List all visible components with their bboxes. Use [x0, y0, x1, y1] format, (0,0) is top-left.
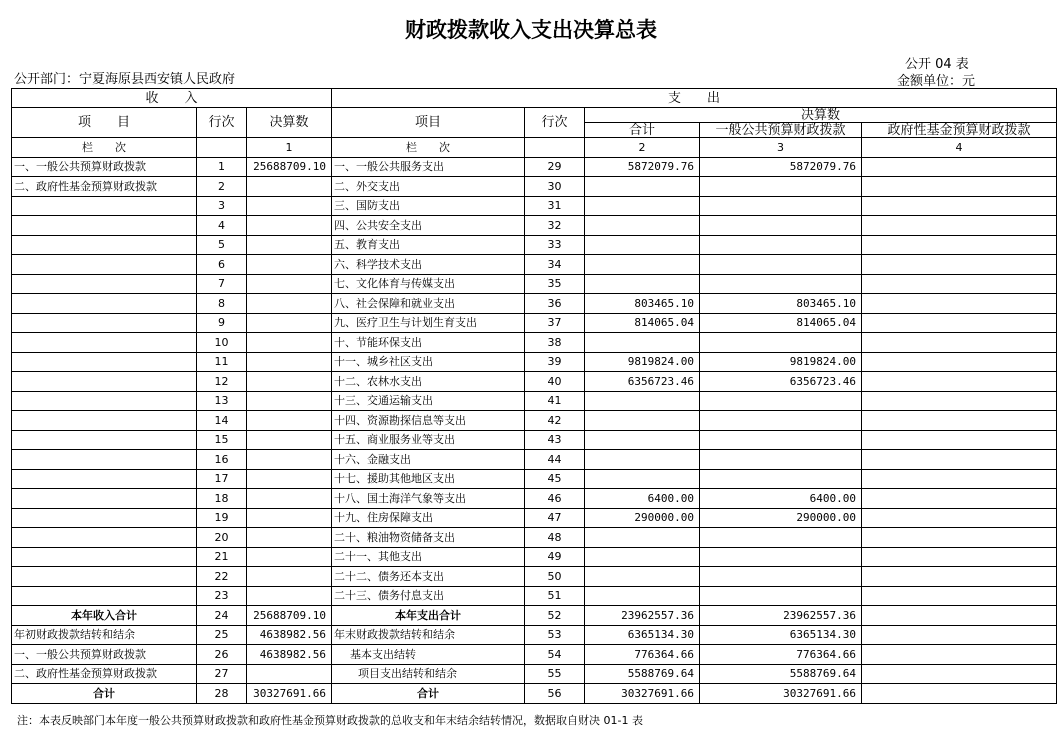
general-budget-cell: [700, 411, 862, 431]
income-amount-cell: 25688709.10: [247, 606, 332, 626]
expense-item-cell: 九、医疗卫生与计划生育支出: [332, 313, 525, 333]
income-amount-cell: 4638982.56: [247, 645, 332, 665]
col-seq-label: 栏 次: [12, 138, 197, 158]
expense-item-cell: 五、教育支出: [332, 235, 525, 255]
total-amount-cell: [585, 196, 700, 216]
expense-item-cell: 七、文化体育与传媒支出: [332, 274, 525, 294]
income-item-cell: [12, 313, 197, 333]
expense-line-no-cell: 34: [525, 255, 585, 275]
expense-item-cell: 二十二、债务还本支出: [332, 567, 525, 587]
total-amount-cell: 6365134.30: [585, 625, 700, 645]
total-amount-cell: [585, 450, 700, 470]
income-item-cell: [12, 489, 197, 509]
income-item-cell: [12, 274, 197, 294]
expense-line-no-cell: 50: [525, 567, 585, 587]
expense-item-cell: 十六、金融支出: [332, 450, 525, 470]
income-line-no-cell: 16: [197, 450, 247, 470]
income-line-no-cell: 21: [197, 547, 247, 567]
gov-fund-cell: [862, 216, 1057, 236]
expense-item-cell: 二、外交支出: [332, 177, 525, 197]
income-item-cell: [12, 372, 197, 392]
general-budget-cell: 6356723.46: [700, 372, 862, 392]
expense-item-cell: 十七、援助其他地区支出: [332, 469, 525, 489]
col-seq-1: 1: [247, 138, 332, 158]
income-line-no-cell: 10: [197, 333, 247, 353]
expense-line-no-cell: 30: [525, 177, 585, 197]
general-budget-cell: [700, 547, 862, 567]
gov-fund-cell: [862, 411, 1057, 431]
expense-line-no-cell: 37: [525, 313, 585, 333]
total-amount-cell: [585, 567, 700, 587]
income-amount-cell: [247, 528, 332, 548]
income-amount-cell: [247, 664, 332, 684]
unit-label: 金额单位：元: [897, 74, 976, 89]
total-amount-cell: [585, 255, 700, 275]
income-line-no-cell: 15: [197, 430, 247, 450]
expense-item-cell: 项目支出结转和结余: [332, 664, 525, 684]
expense-line-no-cell: 44: [525, 450, 585, 470]
income-amount-cell: [247, 411, 332, 431]
income-item-cell: [12, 411, 197, 431]
total-amount-cell: [585, 177, 700, 197]
income-amount-cell: [247, 469, 332, 489]
expense-item-cell: 十九、住房保障支出: [332, 508, 525, 528]
income-item-cell: [12, 547, 197, 567]
general-budget-cell: 814065.04: [700, 313, 862, 333]
expense-line-no-cell: 47: [525, 508, 585, 528]
income-amount-cell: [247, 450, 332, 470]
general-budget-cell: 9819824.00: [700, 352, 862, 372]
gov-fund-cell: [862, 196, 1057, 216]
general-budget-header: 一般公共预算财政拨款: [700, 123, 862, 138]
total-amount-cell: 9819824.00: [585, 352, 700, 372]
income-line-no-cell: 7: [197, 274, 247, 294]
expense-line-no-header: 行次: [525, 108, 585, 138]
gov-fund-cell: [862, 177, 1057, 197]
expense-line-no-cell: 32: [525, 216, 585, 236]
expense-line-no-cell: 40: [525, 372, 585, 392]
income-line-no-header: 行次: [197, 108, 247, 138]
gov-fund-cell: [862, 489, 1057, 509]
income-item-header: 项 目: [12, 108, 197, 138]
expense-line-no-cell: 46: [525, 489, 585, 509]
general-budget-cell: 803465.10: [700, 294, 862, 314]
income-line-no-cell: 19: [197, 508, 247, 528]
income-amount-cell: [247, 489, 332, 509]
total-amount-cell: 803465.10: [585, 294, 700, 314]
general-budget-cell: 23962557.36: [700, 606, 862, 626]
col-seq-label-2: 栏 次: [332, 138, 525, 158]
expense-line-no-cell: 33: [525, 235, 585, 255]
gov-fund-cell: [862, 333, 1057, 353]
total-amount-cell: [585, 274, 700, 294]
expense-line-no-cell: 56: [525, 684, 585, 704]
income-amount-cell: [247, 274, 332, 294]
income-item-cell: 一、一般公共预算财政拨款: [12, 157, 197, 177]
income-line-no-cell: 13: [197, 391, 247, 411]
income-item-cell: [12, 586, 197, 606]
expense-line-no-cell: 52: [525, 606, 585, 626]
expense-item-cell: 十、节能环保支出: [332, 333, 525, 353]
expense-item-cell: 四、公共安全支出: [332, 216, 525, 236]
income-item-cell: 合计: [12, 684, 197, 704]
department-label: 公开部门：宁夏海原县西安镇人民政府: [14, 72, 236, 87]
expense-item-cell: 十一、城乡社区支出: [332, 352, 525, 372]
table-row: [12, 547, 1057, 567]
expense-line-no-cell: 53: [525, 625, 585, 645]
table-row: [12, 352, 1057, 372]
expense-item-cell: 三、国防支出: [332, 196, 525, 216]
expense-line-no-cell: 38: [525, 333, 585, 353]
gov-fund-cell: [862, 606, 1057, 626]
general-budget-cell: 290000.00: [700, 508, 862, 528]
expense-item-cell: 年末财政拨款结转和结余: [332, 625, 525, 645]
table-row: [12, 469, 1057, 489]
gov-fund-cell: [862, 235, 1057, 255]
table-row: [12, 313, 1057, 333]
table-row: [12, 157, 1057, 177]
general-budget-cell: [700, 274, 862, 294]
total-amount-cell: [585, 586, 700, 606]
expense-line-no-cell: 54: [525, 645, 585, 665]
income-amount-cell: [247, 177, 332, 197]
expense-item-cell: 十二、农林水支出: [332, 372, 525, 392]
income-amount-cell: [247, 430, 332, 450]
table-row: [12, 255, 1057, 275]
final-amount-group-header: 决算数: [585, 108, 1057, 123]
expense-item-cell: 基本支出结转: [332, 645, 525, 665]
income-line-no-cell: 28: [197, 684, 247, 704]
gov-fund-cell: [862, 469, 1057, 489]
table-row: [12, 489, 1057, 509]
income-header: 收 入: [12, 89, 332, 108]
table-row: [12, 664, 1057, 684]
total-amount-cell: [585, 430, 700, 450]
gov-fund-cell: [862, 157, 1057, 177]
gov-fund-cell: [862, 528, 1057, 548]
expense-header: 支 出: [332, 89, 1057, 108]
general-budget-cell: 5588769.64: [700, 664, 862, 684]
general-budget-cell: [700, 177, 862, 197]
total-amount-cell: [585, 469, 700, 489]
expense-line-no-cell: 48: [525, 528, 585, 548]
income-line-no-cell: 12: [197, 372, 247, 392]
income-item-cell: [12, 255, 197, 275]
gov-fund-cell: [862, 645, 1057, 665]
total-amount-cell: 814065.04: [585, 313, 700, 333]
expense-line-no-cell: 35: [525, 274, 585, 294]
general-budget-cell: [700, 469, 862, 489]
income-amount-cell: 4638982.56: [247, 625, 332, 645]
income-line-no-cell: 18: [197, 489, 247, 509]
expense-item-cell: 合计: [332, 684, 525, 704]
general-budget-cell: [700, 333, 862, 353]
income-item-cell: 年初财政拨款结转和结余: [12, 625, 197, 645]
income-item-cell: [12, 216, 197, 236]
expense-line-no-cell: 39: [525, 352, 585, 372]
income-line-no-cell: 20: [197, 528, 247, 548]
income-item-cell: [12, 391, 197, 411]
table-row: [12, 294, 1057, 314]
gov-fund-cell: [862, 450, 1057, 470]
income-item-cell: [12, 567, 197, 587]
income-amount-cell: [247, 235, 332, 255]
expense-line-no-cell: 42: [525, 411, 585, 431]
income-line-no-cell: 4: [197, 216, 247, 236]
income-item-cell: [12, 352, 197, 372]
income-amount-cell: [247, 391, 332, 411]
income-amount-cell: 25688709.10: [247, 157, 332, 177]
expense-item-cell: 十八、国土海洋气象等支出: [332, 489, 525, 509]
income-amount-cell: [247, 333, 332, 353]
total-amount-cell: [585, 216, 700, 236]
total-amount-cell: 23962557.36: [585, 606, 700, 626]
table-row: [12, 430, 1057, 450]
expense-line-no-cell: 29: [525, 157, 585, 177]
expense-item-cell: 二十一、其他支出: [332, 547, 525, 567]
gov-fund-cell: [862, 372, 1057, 392]
total-amount-cell: 290000.00: [585, 508, 700, 528]
expense-item-header: 项目: [332, 108, 525, 138]
total-amount-cell: [585, 411, 700, 431]
income-line-no-cell: 17: [197, 469, 247, 489]
expense-item-cell: 二十、粮油物资储备支出: [332, 528, 525, 548]
general-budget-cell: 6365134.30: [700, 625, 862, 645]
gov-fund-cell: [862, 508, 1057, 528]
general-budget-cell: 776364.66: [700, 645, 862, 665]
total-amount-cell: 776364.66: [585, 645, 700, 665]
table-row: [12, 508, 1057, 528]
income-amount-cell: [247, 508, 332, 528]
col-seq-4: 4: [862, 138, 1057, 158]
general-budget-cell: 30327691.66: [700, 684, 862, 704]
table-row: [12, 567, 1057, 587]
gov-fund-cell: [862, 684, 1057, 704]
income-amount-cell: 30327691.66: [247, 684, 332, 704]
general-budget-cell: [700, 216, 862, 236]
income-item-cell: [12, 450, 197, 470]
table-row: [12, 586, 1057, 606]
income-amount-cell: [247, 586, 332, 606]
table-row: [12, 645, 1057, 665]
table-row: [12, 684, 1057, 704]
income-amount-cell: [247, 313, 332, 333]
total-header: 合计: [585, 123, 700, 138]
expense-item-cell: 本年支出合计: [332, 606, 525, 626]
income-item-cell: 本年收入合计: [12, 606, 197, 626]
general-budget-cell: [700, 430, 862, 450]
table-row: [12, 606, 1057, 626]
income-amount-cell: [247, 294, 332, 314]
total-amount-cell: [585, 235, 700, 255]
table-row: [12, 372, 1057, 392]
income-line-no-cell: 3: [197, 196, 247, 216]
income-item-cell: 二、政府性基金预算财政拨款: [12, 664, 197, 684]
general-budget-cell: 5872079.76: [700, 157, 862, 177]
income-item-cell: [12, 469, 197, 489]
general-budget-cell: [700, 528, 862, 548]
total-amount-cell: [585, 391, 700, 411]
table-row: [12, 450, 1057, 470]
income-item-cell: [12, 294, 197, 314]
total-amount-cell: [585, 528, 700, 548]
general-budget-cell: [700, 196, 862, 216]
footnote: 注：本表反映部门本年度一般公共预算财政拨款和政府性基金预算财政拨款的总收支和年末结余结转情况，数据取自财决 01-1 表: [17, 714, 643, 727]
gov-fund-header: 政府性基金预算财政拨款: [862, 123, 1057, 138]
income-line-no-cell: 1: [197, 157, 247, 177]
income-item-cell: 二、政府性基金预算财政拨款: [12, 177, 197, 197]
table-row: [12, 625, 1057, 645]
gov-fund-cell: [862, 567, 1057, 587]
table-row: [12, 235, 1057, 255]
income-item-cell: [12, 528, 197, 548]
income-line-no-cell: 11: [197, 352, 247, 372]
table-row: [12, 274, 1057, 294]
expense-item-cell: 二十三、债务付息支出: [332, 586, 525, 606]
table-row: [12, 216, 1057, 236]
income-line-no-cell: 8: [197, 294, 247, 314]
income-item-cell: 一、一般公共预算财政拨款: [12, 645, 197, 665]
income-amount-cell: [247, 352, 332, 372]
expense-line-no-cell: 49: [525, 547, 585, 567]
gov-fund-cell: [862, 625, 1057, 645]
gov-fund-cell: [862, 294, 1057, 314]
col-seq-3: 3: [700, 138, 862, 158]
total-amount-cell: 5588769.64: [585, 664, 700, 684]
expense-line-no-cell: 36: [525, 294, 585, 314]
income-item-cell: [12, 333, 197, 353]
income-line-no-cell: 22: [197, 567, 247, 587]
expense-line-no-cell: 45: [525, 469, 585, 489]
gov-fund-cell: [862, 430, 1057, 450]
income-item-cell: [12, 235, 197, 255]
gov-fund-cell: [862, 313, 1057, 333]
gov-fund-cell: [862, 547, 1057, 567]
budget-table: [11, 88, 1057, 704]
general-budget-cell: [700, 235, 862, 255]
income-amount-cell: [247, 196, 332, 216]
income-amount-cell: [247, 255, 332, 275]
expense-item-cell: 十五、商业服务业等支出: [332, 430, 525, 450]
gov-fund-cell: [862, 586, 1057, 606]
table-row: [12, 391, 1057, 411]
expense-item-cell: 十三、交通运输支出: [332, 391, 525, 411]
expense-item-cell: 十四、资源勘探信息等支出: [332, 411, 525, 431]
expense-line-no-cell: 41: [525, 391, 585, 411]
total-amount-cell: 6356723.46: [585, 372, 700, 392]
gov-fund-cell: [862, 391, 1057, 411]
income-amount-cell: [247, 216, 332, 236]
income-line-no-cell: 23: [197, 586, 247, 606]
total-amount-cell: [585, 547, 700, 567]
income-item-cell: [12, 508, 197, 528]
gov-fund-cell: [862, 352, 1057, 372]
income-line-no-cell: 9: [197, 313, 247, 333]
total-amount-cell: 30327691.66: [585, 684, 700, 704]
general-budget-cell: 6400.00: [700, 489, 862, 509]
income-amount-cell: [247, 372, 332, 392]
income-line-no-cell: 26: [197, 645, 247, 665]
income-item-cell: [12, 196, 197, 216]
table-row: [12, 528, 1057, 548]
table-row: [12, 411, 1057, 431]
general-budget-cell: [700, 450, 862, 470]
col-seq-2: 2: [585, 138, 700, 158]
general-budget-cell: [700, 567, 862, 587]
income-line-no-cell: 2: [197, 177, 247, 197]
expense-line-no-cell: 51: [525, 586, 585, 606]
gov-fund-cell: [862, 274, 1057, 294]
income-line-no-cell: 25: [197, 625, 247, 645]
page-title: 财政拨款收入支出决算总表: [405, 17, 657, 42]
table-row: [12, 333, 1057, 353]
income-line-no-cell: 6: [197, 255, 247, 275]
income-amount-cell: [247, 567, 332, 587]
expense-item-cell: 八、社会保障和就业支出: [332, 294, 525, 314]
income-line-no-cell: 14: [197, 411, 247, 431]
income-item-cell: [12, 430, 197, 450]
table-row: [12, 177, 1057, 197]
expense-item-cell: 六、科学技术支出: [332, 255, 525, 275]
income-amount-header: 决算数: [247, 108, 332, 138]
income-line-no-cell: 5: [197, 235, 247, 255]
general-budget-cell: [700, 586, 862, 606]
income-amount-cell: [247, 547, 332, 567]
general-budget-cell: [700, 255, 862, 275]
expense-item-cell: 一、一般公共服务支出: [332, 157, 525, 177]
total-amount-cell: 6400.00: [585, 489, 700, 509]
gov-fund-cell: [862, 255, 1057, 275]
gov-fund-cell: [862, 664, 1057, 684]
form-number: 公开 04 表: [905, 57, 969, 72]
income-line-no-cell: 24: [197, 606, 247, 626]
expense-line-no-cell: 55: [525, 664, 585, 684]
general-budget-cell: [700, 391, 862, 411]
income-line-no-cell: 27: [197, 664, 247, 684]
total-amount-cell: 5872079.76: [585, 157, 700, 177]
table-row: [12, 196, 1057, 216]
total-amount-cell: [585, 333, 700, 353]
expense-line-no-cell: 43: [525, 430, 585, 450]
expense-line-no-cell: 31: [525, 196, 585, 216]
